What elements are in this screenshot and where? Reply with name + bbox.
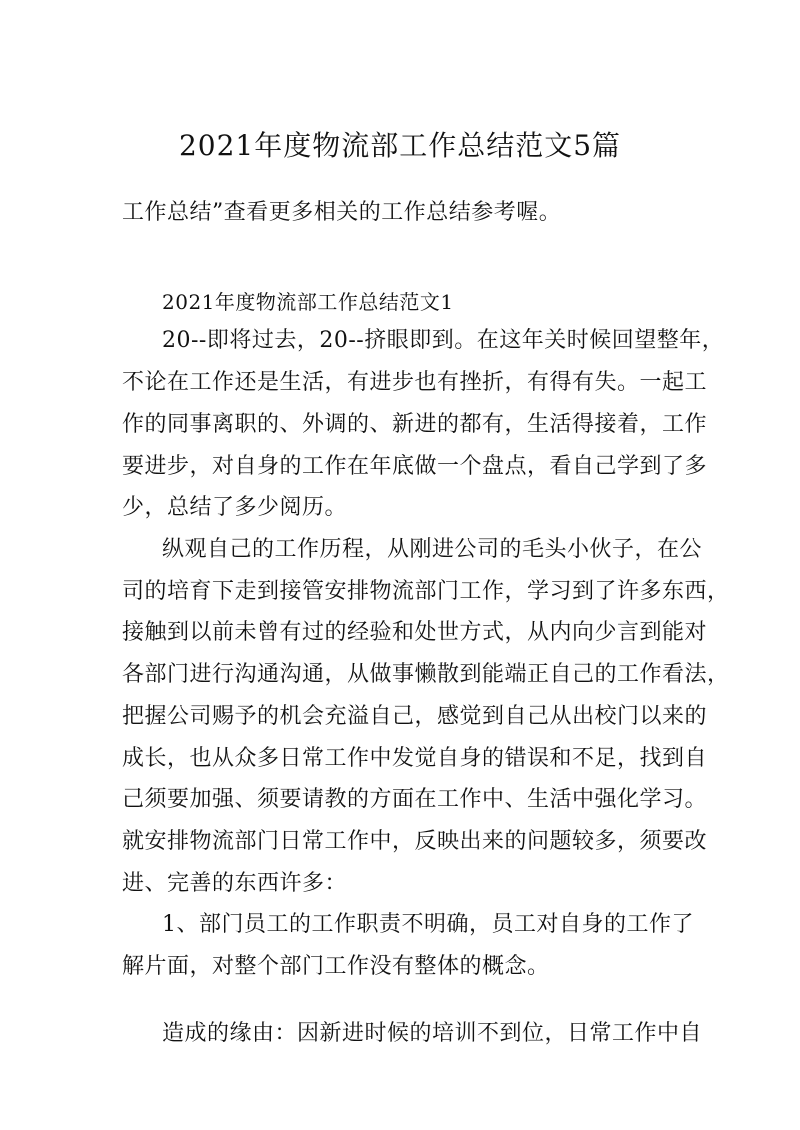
- paragraph-line: 就安排物流部门日常工作中，反映出来的问题较多，须要改: [122, 829, 708, 854]
- paragraph-line: 纵观自己的工作历程，从刚进公司的毛头小伙子，在公: [162, 537, 703, 562]
- paragraph-line: 成长，也从众多日常工作中发觉自身的错误和不足，找到自: [122, 746, 708, 771]
- paragraph-line: 进、完善的东西许多：: [122, 871, 348, 896]
- intro-line: 工作总结”查看更多相关的工作总结参考喔。: [122, 200, 562, 225]
- paragraph-line: 不论在工作还是生活，有进步也有挫折，有得有失。一起工: [122, 370, 708, 395]
- paragraph-line: 少，总结了多少阅历。: [122, 495, 348, 520]
- paragraph-line: 司的培育下走到接管安排物流部门工作，学习到了许多东西，: [122, 579, 730, 604]
- paragraph-line: 解片面，对整个部门工作没有整体的概念。: [122, 954, 550, 979]
- section-heading: 2021年度物流部工作总结范文1: [162, 290, 454, 314]
- paragraph-line: 要进步，对自身的工作在年底做一个盘点，看自己学到了多: [122, 454, 708, 479]
- paragraph-line: 把握公司赐予的机会充溢自己，感觉到自己从出校门以来的: [122, 704, 708, 729]
- paragraph-line: 接触到以前未曾有过的经验和处世方式，从内向少言到能对: [122, 620, 708, 645]
- paragraph-line: 20--即将过去，20--挤眼即到。在这年关时候回望整年，: [162, 328, 725, 353]
- document-title: 2021年度物流部工作总结范文5篇: [178, 129, 622, 162]
- paragraph-line: 造成的缘由：因新进时候的培训不到位，日常工作中自: [162, 1021, 703, 1046]
- paragraph-line: 各部门进行沟通沟通，从做事懒散到能端正自己的工作看法，: [122, 662, 730, 687]
- paragraph-line: 作的同事离职的、外调的、新进的都有，生活得接着，工作: [122, 412, 708, 437]
- paragraph-line: 己须要加强、须要请教的方面在工作中、生活中强化学习。: [122, 787, 708, 812]
- list-item-line: 1、部门员工的工作职责不明确，员工对自身的工作了: [162, 912, 694, 937]
